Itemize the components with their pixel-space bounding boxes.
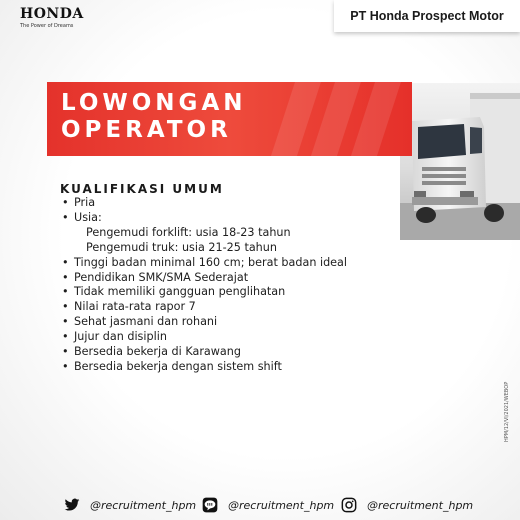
list-item: • Bersedia bekerja di Karawang [62, 345, 241, 359]
list-item: • Jujur dan disiplin [62, 330, 167, 344]
list-item-text: Pendidikan SMK/SMA Sederajat [74, 270, 249, 284]
list-item: • Pendidikan SMK/SMA Sederajat [62, 270, 249, 284]
twitter-handle: @recruitment_hpm [90, 498, 197, 512]
list-subitem-text: Pengemudi truk: usia 21-25 tahun [86, 240, 277, 254]
line-link[interactable] [202, 497, 334, 513]
twitter-link[interactable] [64, 497, 196, 513]
line-handle: @recruitment_hpm [228, 498, 335, 512]
truck-photo [400, 83, 520, 240]
banner-title-line2: OPERATOR [61, 117, 232, 143]
list-item-text: Pria [74, 196, 96, 209]
company-name: PT Honda Prospect Motor [350, 9, 504, 23]
list-item: • Sehat jasmani dan rohani [62, 315, 218, 329]
list-item: • Bersedia bekerja dengan sistem shift [62, 359, 282, 373]
list-item: • Pria [62, 196, 96, 209]
banner-title [61, 90, 247, 144]
list-item-text: Tidak memiliki gangguan penglihatan [74, 285, 286, 299]
list-item-text: Tinggi badan minimal 160 cm; berat badan ideal [74, 255, 348, 269]
job-banner [47, 82, 412, 156]
list-item: • Tidak memiliki gangguan penglihatan [62, 285, 286, 299]
logo-wordmark: HONDA [20, 6, 84, 22]
honda-logo [20, 6, 84, 29]
company-tab [334, 0, 520, 32]
list-item-text: Usia: [74, 210, 102, 224]
instagram-link[interactable] [341, 497, 473, 513]
list-subitem [62, 241, 347, 256]
list-item: • Nilai rata-rata rapor 7 [62, 300, 196, 314]
qualifications-title: KUALIFIKASI UMUM [60, 182, 224, 196]
logo-tagline: The Power of Dreams [20, 23, 74, 29]
banner-title-line1: LOWONGAN [61, 90, 247, 116]
list-item-text: Sehat jasmani dan rohani [74, 315, 218, 329]
list-item: • Usia: [62, 210, 102, 224]
list-subitem-text: Pengemudi forklift: usia 18-23 tahun [86, 225, 291, 239]
list-subitem [62, 226, 347, 241]
instagram-icon [341, 497, 357, 513]
reference-code: HPM/12/VI/2021/WEBOP [504, 381, 510, 442]
line-icon [202, 497, 218, 513]
list-item-text: Bersedia bekerja dengan sistem shift [74, 359, 282, 373]
twitter-icon [64, 497, 80, 513]
instagram-handle: @recruitment_hpm [367, 498, 474, 512]
list-item-text: Bersedia bekerja di Karawang [74, 345, 241, 359]
list-item-text: Jujur dan disiplin [74, 330, 167, 344]
list-item-text: Nilai rata-rata rapor 7 [74, 300, 196, 314]
list-item: • Tinggi badan minimal 160 cm; berat badan ideal [62, 255, 348, 269]
qualifications-list [62, 196, 347, 375]
